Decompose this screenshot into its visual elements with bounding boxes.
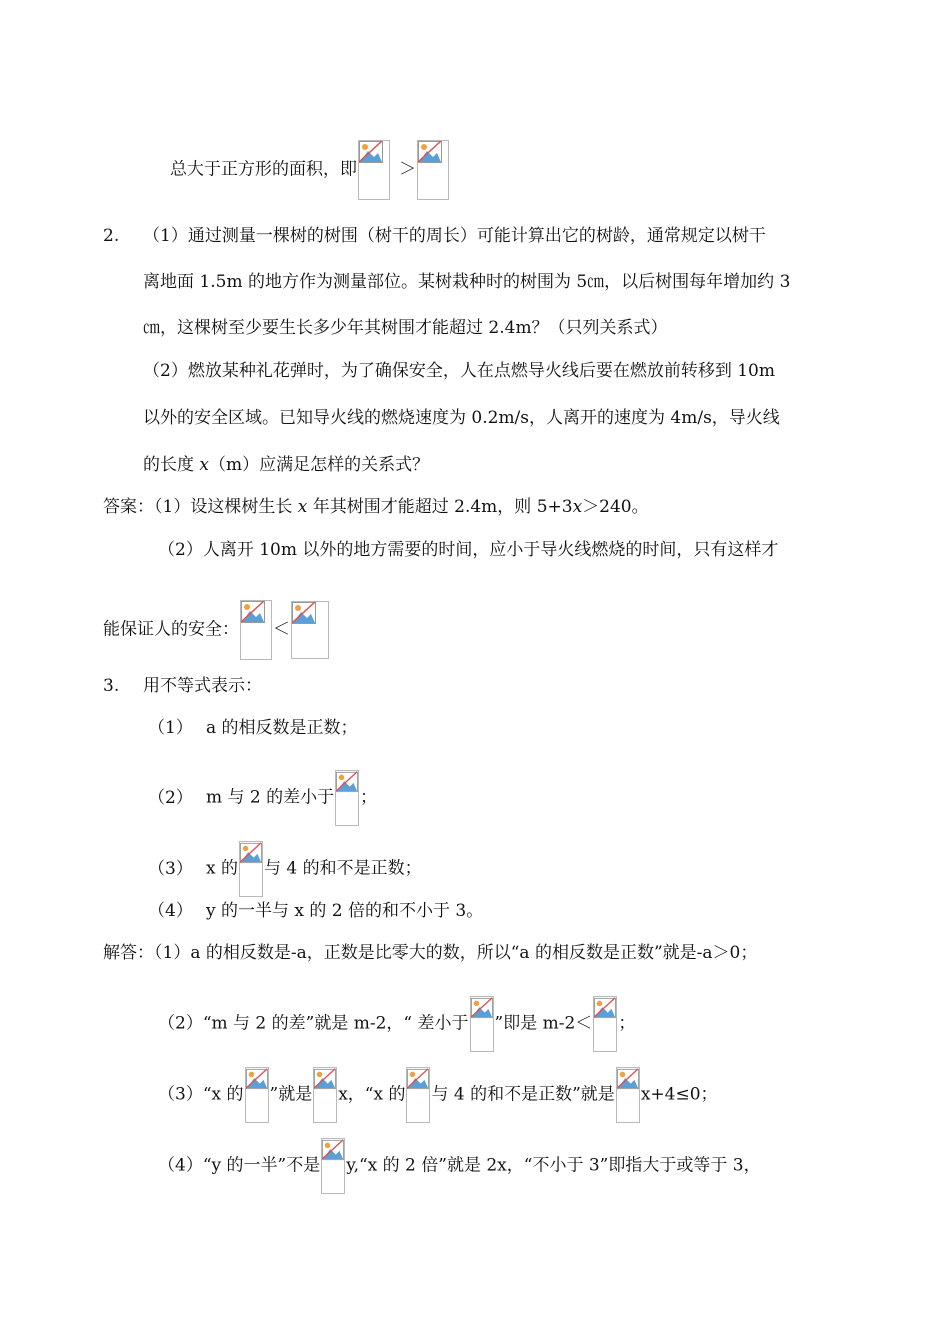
formula-image: [417, 140, 449, 200]
item-text: 与 4 的和不是正数；: [264, 858, 422, 879]
ans3-line-4: [158, 1138, 761, 1194]
q2-text: （m）应满足怎样的关系式？: [209, 455, 430, 475]
formula-image: [245, 1067, 269, 1123]
q2-text: 的长度: [143, 455, 200, 475]
broken-image-icon: [471, 997, 493, 1019]
ans3-line-1: [103, 941, 757, 965]
formula-image: [239, 841, 263, 897]
broken-image-icon: [240, 842, 262, 864]
ans3-text: ；: [618, 1013, 636, 1034]
q3-title: 用不等式表示：: [143, 676, 262, 696]
broken-image-icon: [314, 1068, 336, 1090]
broken-image-icon: [336, 771, 358, 793]
item-label: （3）: [148, 858, 193, 879]
formula-image: [321, 1138, 345, 1194]
ans3-text: 解答：（1）a 的相反数是-a，正数是比零大的数，所以“a 的相反数是正数”就是-a＞0；: [103, 943, 758, 963]
ans2-text: （2）人离开 10m 以外的地方需要的时间，应小于导火线燃烧的时间，只有这样才: [158, 540, 779, 560]
ans3-text: y,“x 的 2 倍”就是 2x，“不小于 3”即指大于或等于 3，: [346, 1155, 761, 1176]
q2-text: （1）通过测量一棵树的树围（树干的周长）可能计算出它的树龄，通常规定以树干: [143, 226, 766, 246]
variable-x: x: [572, 497, 583, 517]
op-gt: ＞: [399, 159, 416, 180]
q2-number: 2.: [103, 226, 120, 246]
ans3-text: （2）“m 与 2 的差”就是 m-2，“ 差小于: [158, 1013, 469, 1034]
ans3-text: （4）“y 的一半”不是: [158, 1155, 321, 1176]
q2-text: 以外的安全区域。已知导火线的燃烧速度为 0.2m/s，人离开的速度为 4m/s，导火线: [143, 408, 780, 428]
broken-image-icon: [617, 1068, 639, 1090]
broken-image-icon: [407, 1068, 429, 1090]
broken-image-icon: [246, 1068, 268, 1090]
ans3-line-3: [158, 1067, 718, 1123]
ans3-text: （3）“x 的: [158, 1084, 244, 1105]
q2-text: ㎝，这棵树至少要生长多少年其树围才能超过 2.4m？（只列关系式）: [143, 318, 668, 338]
line-1: [170, 140, 450, 200]
item-text: a 的相反数是正数；: [206, 718, 358, 738]
broken-image-icon: [418, 141, 442, 163]
variable-x: x: [199, 455, 209, 475]
q2-line-3: [143, 316, 668, 340]
formula-image: [406, 1067, 430, 1123]
q3-item-4: [148, 899, 483, 923]
formula-image: [616, 1067, 640, 1123]
formula-image: [240, 600, 272, 660]
item-label: （1）: [148, 718, 193, 738]
formula-image: [291, 601, 329, 659]
ans2-text: 年其树围才能超过 2.4m，则 5+3: [307, 497, 573, 517]
broken-image-icon: [241, 601, 265, 623]
ans2-line-1: [103, 495, 649, 519]
q2-line-2: [143, 270, 790, 294]
q3-item-2: [148, 770, 377, 826]
formula-image: [335, 770, 359, 826]
q2-line-5: [143, 406, 780, 430]
broken-image-icon: [594, 997, 616, 1019]
line-1-text: 总大于正方形的面积，即: [170, 159, 357, 180]
ans3-text: x，“x 的: [338, 1084, 406, 1105]
item-label: （4）: [148, 901, 193, 921]
q3-item-3: [148, 841, 422, 897]
ans3-text: ”即是 m-2＜: [494, 1013, 593, 1034]
q2-line-6: [143, 453, 429, 477]
broken-image-icon: [322, 1139, 344, 1161]
broken-image-icon: [359, 141, 383, 163]
ans2-text: 答案：（1）设这棵树生长: [103, 497, 298, 517]
q2-text: 离地面 1.5m 的地方作为测量部位。某树栽种时的树围为 5㎝，以后树围每年增加约 3: [143, 272, 791, 292]
ans2-line-3: [103, 600, 330, 660]
item-text: m 与 2 的差小于: [206, 787, 335, 808]
q2-text: （2）燃放某种礼花弹时，为了确保安全，人在点燃导火线后要在燃放前转移到 10m: [143, 361, 775, 381]
item-label: （2）: [148, 787, 193, 808]
item-text: x 的: [206, 858, 238, 879]
formula-image: [313, 1067, 337, 1123]
item-text: ；: [360, 787, 378, 808]
ans3-text: 与 4 的和不是正数”就是: [431, 1084, 615, 1105]
ans3-text: ”就是: [269, 1084, 313, 1105]
ans2-line-2: [158, 538, 778, 562]
ans2-text: ＞240。: [582, 497, 649, 517]
q3-title-line: [103, 674, 262, 698]
ans3-line-2: [158, 996, 635, 1052]
q2-line-4: [143, 359, 775, 383]
broken-image-icon: [292, 602, 316, 624]
formula-image: [593, 996, 617, 1052]
op-lt: ＜: [273, 619, 290, 640]
q3-item-1: [148, 716, 358, 740]
q2-line-1: [103, 224, 766, 248]
variable-x: x: [297, 497, 308, 517]
formula-image: [358, 140, 390, 200]
q3-number: 3.: [103, 676, 120, 696]
formula-image: [470, 996, 494, 1052]
ans2-text: 能保证人的安全：: [103, 619, 239, 640]
ans3-text: x+4≤0；: [640, 1084, 718, 1105]
item-text: y 的一半与 x 的 2 倍的和不小于 3。: [206, 901, 484, 921]
